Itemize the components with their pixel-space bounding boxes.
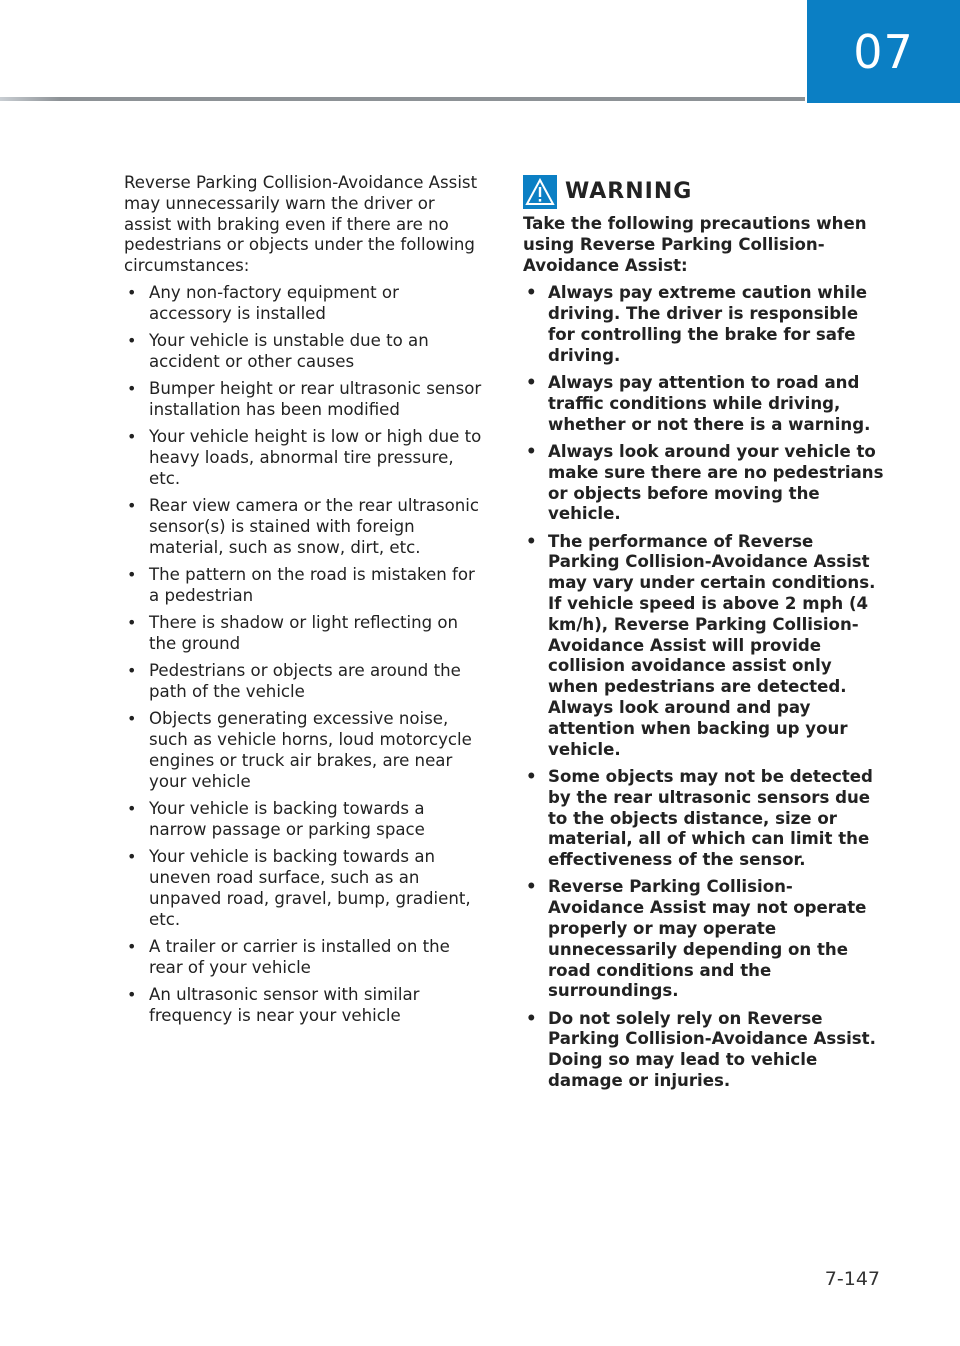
list-item: • Rear view camera or the rear ultrasonic sensor(s) is stained with foreign material, such as snow, dirt, etc. <box>127 496 480 557</box>
warning-box <box>523 172 885 1098</box>
bullet-icon: • <box>127 565 137 585</box>
header-rule <box>0 97 805 101</box>
bullet-icon: • <box>127 282 137 302</box>
bullet-icon: • <box>526 283 537 303</box>
list-item: • There is shadow or light reflecting on the ground <box>127 613 459 653</box>
list-item: • Your vehicle height is low or high due to heavy loads, abnormal tire pressure, etc. <box>127 427 482 488</box>
list-item: • The pattern on the road is mistaken for a pedestrian <box>127 565 475 605</box>
bullet-icon: • <box>127 427 137 447</box>
list-item: • Bumper height or rear ultrasonic sensor installation has been modified <box>127 379 482 419</box>
bullet-icon: • <box>127 709 137 729</box>
chapter-tab <box>807 0 960 103</box>
bullet-icon: • <box>127 331 137 351</box>
list-item: • Some objects may not be detected by the rear ultrasonic sensors due to the objects distance, size or material, all of which can limit the effectiveness of the sensor. <box>526 766 873 870</box>
list-item: • Any non-factory equipment or accessory is installed <box>127 282 399 323</box>
list-item: • Always pay extreme caution while driving. The driver is responsible for controlling the brake for safe driving. <box>526 283 868 365</box>
bullet-icon: • <box>127 799 137 819</box>
bullet-icon: • <box>526 373 537 393</box>
warning-list <box>523 283 885 1091</box>
bullet-icon: • <box>127 847 137 867</box>
bullet-icon: • <box>526 1008 537 1028</box>
bullet-icon: • <box>127 936 137 956</box>
bullet-icon: • <box>127 661 137 681</box>
list-item: • An ultrasonic sensor with similar frequency is near your vehicle <box>127 984 420 1025</box>
circumstance-list <box>124 283 486 1027</box>
list-item: • Objects generating excessive noise, such as vehicle horns, loud motorcycle engines or truck air brakes, are near your vehicle <box>127 709 472 791</box>
bullet-icon: • <box>526 441 537 461</box>
warning-title: WARNING <box>565 178 693 204</box>
list-item: • Your vehicle is unstable due to an accident or other causes <box>127 331 429 371</box>
bullet-icon: • <box>127 496 137 516</box>
warning-header <box>523 172 885 212</box>
left-column <box>124 173 486 1033</box>
bullet-icon: • <box>526 877 537 897</box>
list-item: • Your vehicle is backing towards a narrow passage or parking space <box>127 799 425 839</box>
warning-triangle-icon <box>523 175 557 209</box>
list-item: • Your vehicle is backing towards an uneven road surface, such as an unpaved road, gravel, bump, gradient, etc. <box>127 847 471 929</box>
bullet-icon: • <box>127 613 137 633</box>
bullet-icon: • <box>526 531 537 551</box>
bullet-icon: • <box>127 379 137 399</box>
chapter-number: 07 <box>853 24 914 79</box>
bullet-icon: • <box>526 766 537 786</box>
list-item: • The performance of Reverse Parking Collision-Avoidance Assist may vary under certain conditions. If vehicle speed is above 2 mph (4 km/h), Reverse Parking Collision-Avoidance Assist will provide collision avoidance assist only when pedestrians are detected. Always look around and pay attention when backing up your vehicle. <box>526 531 876 759</box>
list-item: • Pedestrians or objects are around the path of the vehicle <box>127 661 461 702</box>
list-item: • A trailer or carrier is installed on the rear of your vehicle <box>127 936 450 977</box>
warning-intro: Take the following precautions when using Reverse Parking Collision-Avoidance Assist: <box>523 214 867 275</box>
list-item: • Do not solely rely on Reverse Parking Collision-Avoidance Assist. Doing so may lead to vehicle damage or injuries. <box>526 1008 876 1091</box>
bullet-icon: • <box>127 984 137 1004</box>
list-item: • Reverse Parking Collision-Avoidance Assist may not operate properly or may operate unnecessarily depending on the road conditions and the surroundings. <box>526 877 867 1001</box>
list-item: • Always pay attention to road and traffic conditions while driving, whether or not there is a warning. <box>526 373 871 434</box>
intro-paragraph: Reverse Parking Collision-Avoidance Assist may unnecessarily warn the driver or assist with braking even if there are no pedestrians or objects under the following circumstances: <box>124 173 478 276</box>
list-item: • Always look around your vehicle to make sure there are no pedestrians or objects before moving the vehicle. <box>526 441 884 524</box>
page-number: 7-147 <box>824 1268 880 1290</box>
